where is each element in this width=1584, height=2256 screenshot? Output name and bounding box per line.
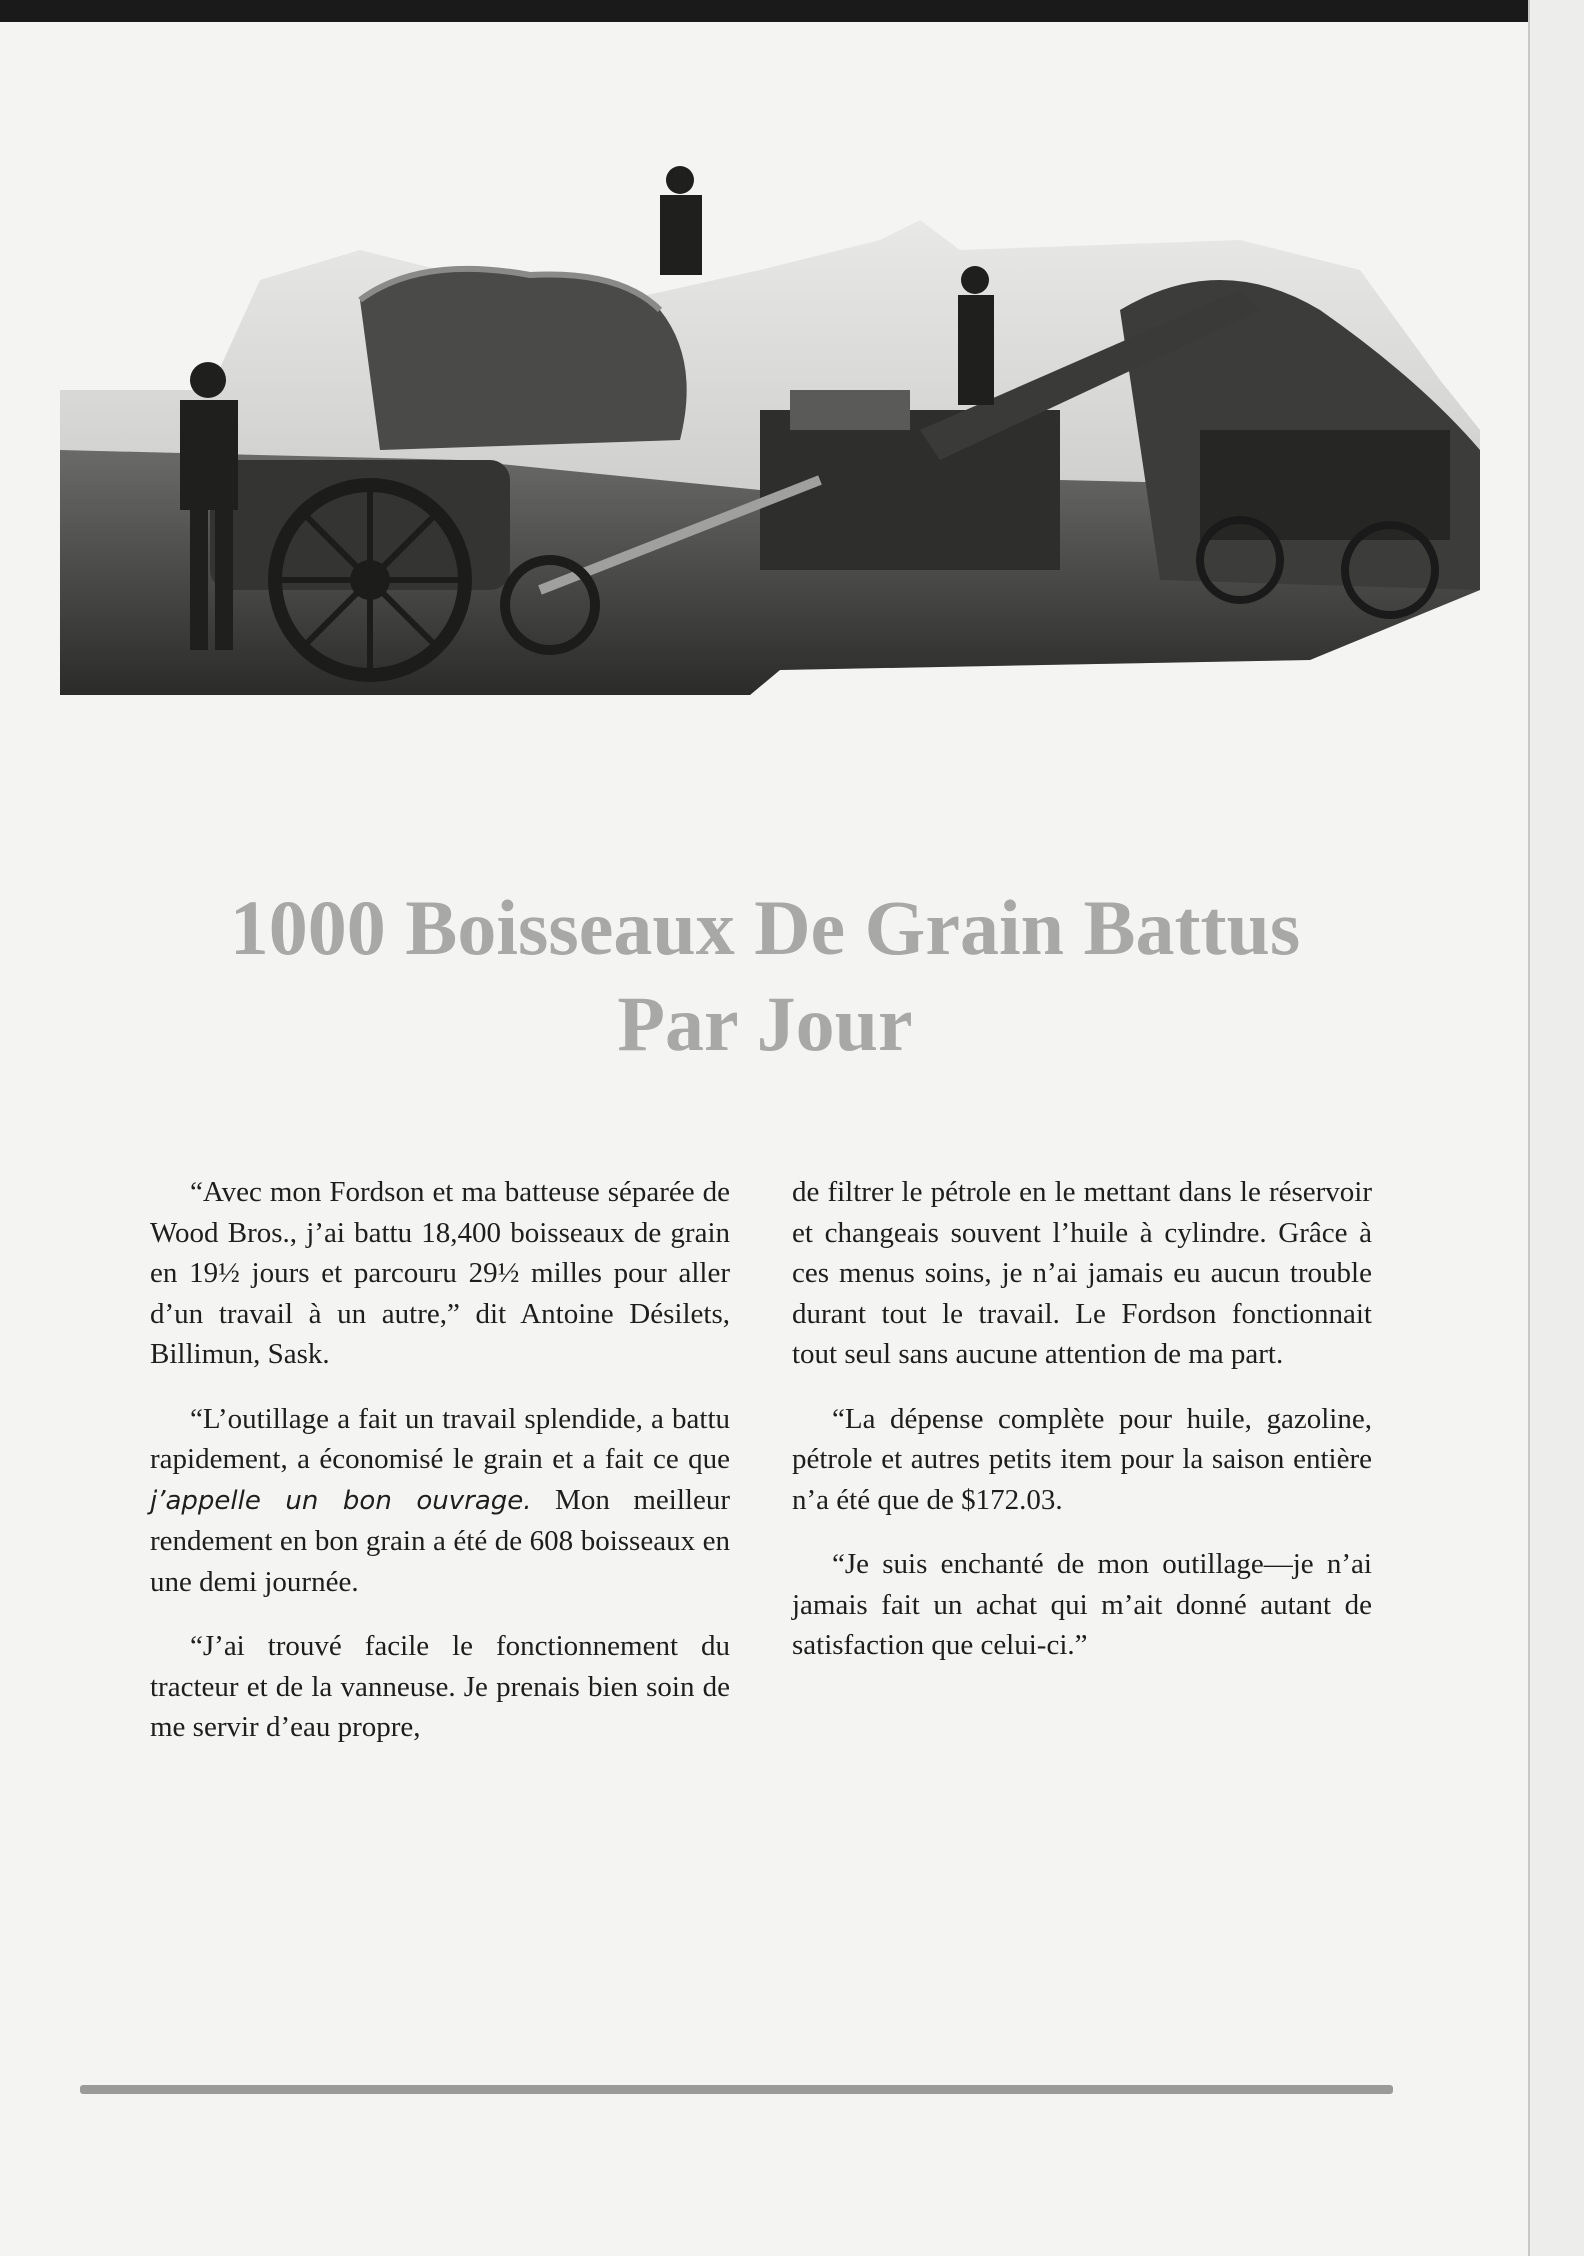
page-title-line1: 1000 Boisseaux De Grain Battus bbox=[229, 884, 1301, 971]
adjacent-page-edge bbox=[1528, 0, 1584, 2256]
paragraph: “La dépense complète pour huile, gazoline, pétrole et autres petits item pour la saison entière n’a été que de $172.03. bbox=[792, 1402, 1372, 1516]
text-column-left bbox=[150, 1172, 730, 1772]
paragraph-text: “L’outillage a fait un travail splendide, a battu rapidement, a économisé le grain et a fait ce que bbox=[150, 1402, 730, 1475]
threshing-scene-photo bbox=[60, 160, 1490, 720]
bottom-divider bbox=[80, 2085, 1393, 2094]
text-column-right bbox=[792, 1172, 1372, 1690]
scan-top-border bbox=[0, 0, 1584, 22]
paragraph-text: Mon meilleur rendement en bon grain a été de 608 boisseaux en une demi journée. bbox=[150, 1483, 730, 1598]
page-title bbox=[0, 880, 1530, 1072]
paragraph: “Avec mon Fordson et ma batteuse séparée de Wood Bros., j’ai battu 18,400 boisseaux de grain en 19½ jours et parcouru 29½ milles pour aller d’un travail à un autre,” dit Antoine Désilets, Billimun, Sask. bbox=[150, 1176, 730, 1370]
paragraph: “J’ai trouvé facile le fonctionnement du tracteur et de la vanneuse. Je prenais bien soin de me servir d’eau propre, bbox=[150, 1630, 730, 1743]
emphasized-text: j’appelle un bon ouvrage. bbox=[150, 1485, 532, 1516]
paragraph bbox=[150, 1399, 730, 1603]
paragraph: de filtrer le pétrole en le mettant dans le réservoir et changeais souvent l’huile à cylindre. Grâce à ces menus soins, je n’ai jamais eu aucun trouble durant tout le travail. Le Fordson fonctionnait tout seul sans aucune attention de ma part. bbox=[792, 1176, 1372, 1370]
page-title-line2: Par Jour bbox=[617, 980, 913, 1067]
paragraph: “Je suis enchanté de mon outillage—je n’ai jamais fait un achat qui m’ait donné autant de satisfaction que celui-ci.” bbox=[792, 1548, 1372, 1661]
